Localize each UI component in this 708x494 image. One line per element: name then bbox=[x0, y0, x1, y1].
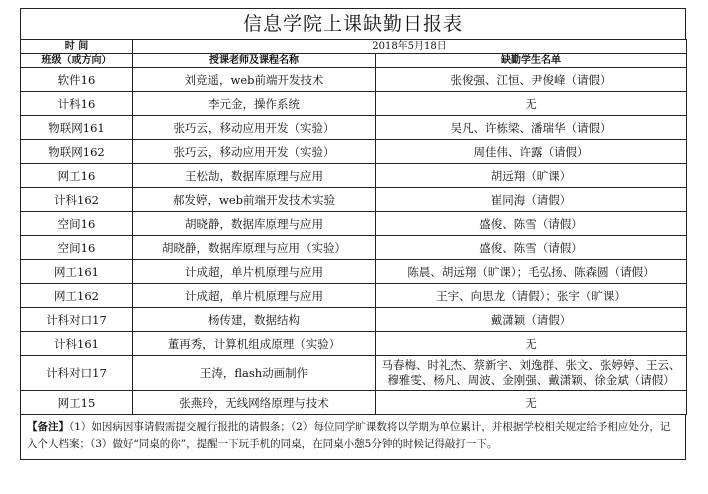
col-header-class: 班级（或方向） bbox=[21, 54, 133, 68]
table-row bbox=[21, 260, 687, 284]
table-row bbox=[21, 284, 687, 308]
class-cell: 空间16 bbox=[21, 212, 133, 236]
teacher-course-cell: 王松劼，数据库原理与应用 bbox=[133, 164, 376, 188]
teacher-course-cell: 胡晓静，数据库原理与应用 bbox=[133, 212, 376, 236]
absent-students-cell: 戴潇颖（请假） bbox=[376, 308, 687, 332]
absent-students-cell: 盛俊、陈雪（请假） bbox=[376, 212, 687, 236]
col-header-teacher: 授课老师及课程名称 bbox=[133, 54, 376, 68]
table-row bbox=[21, 116, 687, 140]
report-date: 2018年5月18日 bbox=[133, 40, 687, 54]
class-cell: 计科162 bbox=[21, 188, 133, 212]
absent-students-cell: 崔同海（请假） bbox=[376, 188, 687, 212]
teacher-course-cell: 董再秀，计算机组成原理（实验） bbox=[133, 332, 376, 356]
absent-students-cell: 无 bbox=[376, 92, 687, 116]
absent-students-cell: 马春梅、时礼杰、蔡新宇、刘逸群、张文、张婷婷、王云、穆雅雯、杨凡、周波、金刚强、戴潇颖、徐金斌（请假） bbox=[376, 356, 687, 391]
table-row bbox=[21, 391, 687, 415]
teacher-course-cell: 刘竞遥，web前端开发技术 bbox=[133, 68, 376, 92]
table-row bbox=[21, 68, 687, 92]
teacher-course-cell: 计成超，单片机原理与应用 bbox=[133, 260, 376, 284]
class-cell: 网工15 bbox=[21, 391, 133, 415]
class-cell: 空间16 bbox=[21, 236, 133, 260]
date-row bbox=[21, 40, 687, 54]
absent-students-cell: 吴凡、许栋梁、潘瑞华（请假） bbox=[376, 116, 687, 140]
absent-students-cell: 胡远翔（旷课） bbox=[376, 164, 687, 188]
table-row bbox=[21, 236, 687, 260]
table-row bbox=[21, 212, 687, 236]
absent-students-cell: 无 bbox=[376, 332, 687, 356]
class-cell: 网工16 bbox=[21, 164, 133, 188]
teacher-course-cell: 郝发婷，web前端开发技术实验 bbox=[133, 188, 376, 212]
table-row bbox=[21, 92, 687, 116]
class-cell: 物联网162 bbox=[21, 140, 133, 164]
class-cell: 计科对口17 bbox=[21, 308, 133, 332]
teacher-course-cell: 王涛，flash动画制作 bbox=[133, 356, 376, 391]
remarks-label: 【备注】 bbox=[27, 421, 69, 433]
class-cell: 网工161 bbox=[21, 260, 133, 284]
class-cell: 计科161 bbox=[21, 332, 133, 356]
absence-table bbox=[20, 39, 687, 415]
class-cell: 计科对口17 bbox=[21, 356, 133, 391]
absent-students-cell: 盛俊、陈雪（请假） bbox=[376, 236, 687, 260]
table-row bbox=[21, 332, 687, 356]
class-cell: 软件16 bbox=[21, 68, 133, 92]
absent-students-cell: 无 bbox=[376, 391, 687, 415]
teacher-course-cell: 胡晓静，数据库原理与应用（实验） bbox=[133, 236, 376, 260]
table-row bbox=[21, 356, 687, 391]
teacher-course-cell: 张燕玲，无线网络原理与技术 bbox=[133, 391, 376, 415]
class-cell: 计科16 bbox=[21, 92, 133, 116]
teacher-course-cell: 杨传建，数据结构 bbox=[133, 308, 376, 332]
table-row bbox=[21, 140, 687, 164]
remarks-text: （1）如因病因事请假需提交履行报批的请假条；（2）每位同学旷课数将以学期为单位累计，并根据学校相关规定给予相应处分，记入个人档案；（3）做好“同桌的你”，提醒一下玩手机的同桌，在同桌小憩5分钟的时候记得敲打一下。 bbox=[27, 421, 671, 450]
absent-students-cell: 王宇、向思龙（请假）；张宇（旷课） bbox=[376, 284, 687, 308]
teacher-course-cell: 李元金，操作系统 bbox=[133, 92, 376, 116]
class-cell: 网工162 bbox=[21, 284, 133, 308]
absence-report-sheet bbox=[20, 8, 686, 460]
table-row bbox=[21, 308, 687, 332]
time-label: 时 间 bbox=[21, 40, 133, 54]
table-row bbox=[21, 164, 687, 188]
absent-students-cell: 张俊强、江恒、尹俊峰（请假） bbox=[376, 68, 687, 92]
absent-students-cell: 周佳伟、许露（请假） bbox=[376, 140, 687, 164]
col-header-absent: 缺勤学生名单 bbox=[376, 54, 687, 68]
column-header-row bbox=[21, 54, 687, 68]
class-cell: 物联网161 bbox=[21, 116, 133, 140]
absent-students-cell: 陈晨、胡远翔（旷课）；毛弘扬、陈森圆（请假） bbox=[376, 260, 687, 284]
teacher-course-cell: 张巧云，移动应用开发（实验） bbox=[133, 116, 376, 140]
remarks bbox=[20, 415, 686, 460]
teacher-course-cell: 张巧云，移动应用开发（实验） bbox=[133, 140, 376, 164]
table-row bbox=[21, 188, 687, 212]
report-title: 信息学院上课缺勤日报表 bbox=[20, 8, 686, 39]
teacher-course-cell: 计成超，单片机原理与应用 bbox=[133, 284, 376, 308]
